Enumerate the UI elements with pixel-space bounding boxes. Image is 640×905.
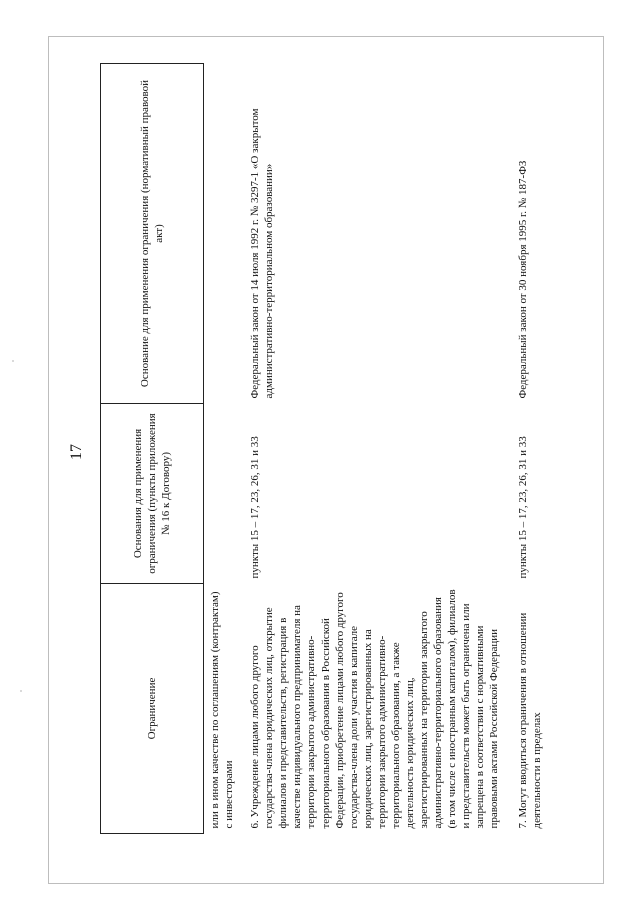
restriction-cell: 7. Могут вводиться ограничения в отношении деятельности в пределах [516,612,543,829]
scan-speck [12,360,14,362]
treaty-basis-cell [204,404,245,584]
legal-basis-cell: Федеральный закон от 14 июля 1992 г. № 3297-1 «О закрытом административно-территориальном образовании» [249,108,276,399]
table-row [244,64,505,834]
scan-speck [20,690,22,692]
rotated-page-content [60,42,580,862]
restrictions-table [100,63,548,834]
header-restriction: Ограничение [101,584,204,834]
header-treaty-basis: Основания для применения ограничения (пункты приложения № 16 к Договору) [101,404,204,584]
restriction-cell: или в ином качестве по соглашениям (контрактам) с инвесторами [209,591,236,829]
page-number: 17 [68,444,85,460]
legal-basis-cell [204,64,245,404]
table-header-row [101,64,204,834]
legal-basis-cell: Федеральный закон от 30 ноября 1995 г. № 187-ФЗ [516,160,529,399]
restriction-cell: 6. Учреждение лицами любого другого государства-члена юридических лиц, открытие филиалов и представительств, регистрация в качестве индивидуального предпринимателя на территории закрытого административно-территориального образования в Российской Федерации, приобретение лицами любого другого государства-члена доли участия в капитале юридических лиц, зарегистрированных на территории закрытого административно-территориального образования, а также деятельность юридических лиц, зарегистрированных на территории закрытого административно-территориального образования (в том числе с иностранным капиталом), филиалов и представительств может быть ограничена или запрещена в соответствии с нормативными правовыми актами Российской Федерации [249,589,501,829]
treaty-basis-cell: пункты 15 – 17, 23, 26, 31 и 33 [516,436,529,579]
table-row [204,64,245,834]
treaty-basis-cell: пункты 15 – 17, 23, 26, 31 и 33 [249,436,262,579]
table-row [506,64,548,834]
header-legal-basis: Основание для применения ограничения (нормативный правовой акт) [101,64,204,404]
